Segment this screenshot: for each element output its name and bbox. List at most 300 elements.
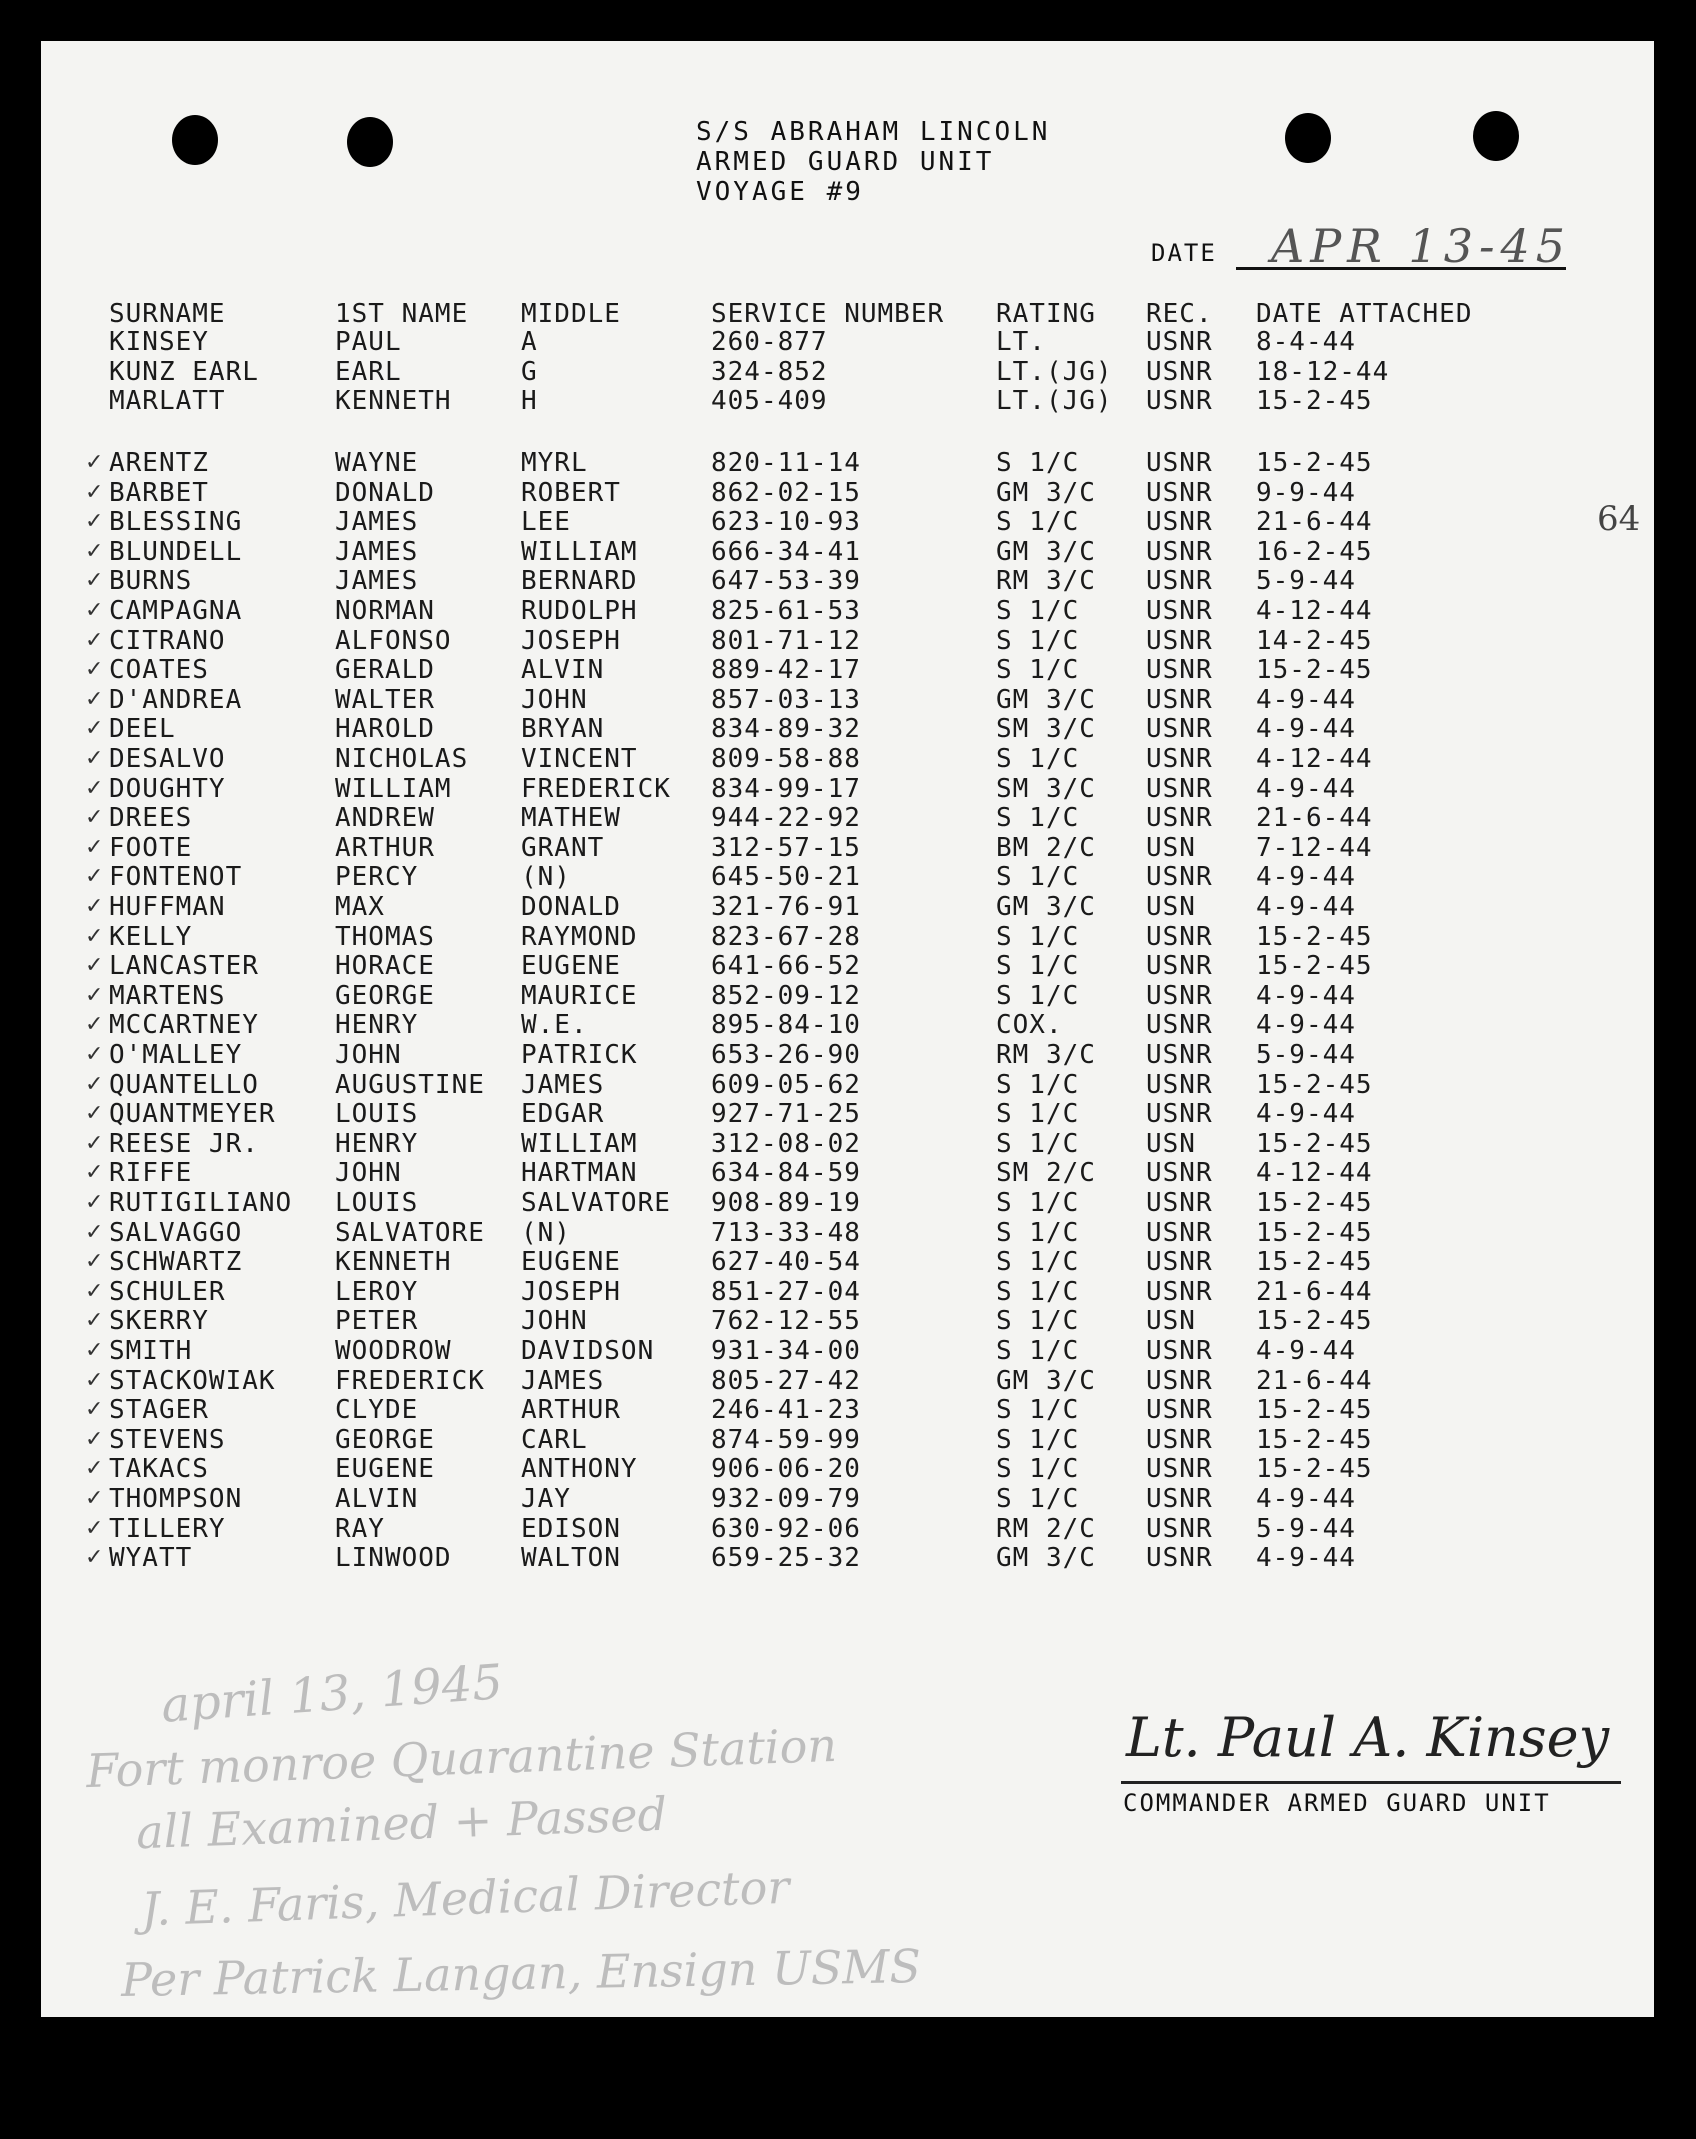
check-mark-icon: ✓ xyxy=(85,657,104,683)
cell-surname: WYATT xyxy=(109,1543,193,1574)
roster-row xyxy=(41,685,1654,715)
cell-rec: USN xyxy=(1146,1128,1196,1159)
cell-middle-name: (N) xyxy=(521,1217,571,1248)
cell-surname: DREES xyxy=(109,803,193,834)
cell-date-attached: 15-2-45 xyxy=(1256,1128,1373,1159)
cell-middle-name: ROBERT xyxy=(521,477,621,508)
cell-service-number: 825-61-53 xyxy=(711,596,861,626)
cell-middle-name: JOHN xyxy=(521,1306,588,1337)
cell-date-attached: 15-2-45 xyxy=(1256,951,1373,982)
check-mark-icon: ✓ xyxy=(85,1101,104,1127)
cell-rec: USNR xyxy=(1146,536,1213,567)
cell-service-number: 645-50-21 xyxy=(711,862,861,893)
cell-rating: S 1/C xyxy=(996,1336,1080,1366)
cell-surname: KELLY xyxy=(109,921,193,952)
cell-rec: USNR xyxy=(1146,655,1213,686)
roster-row xyxy=(41,386,1654,416)
check-mark-icon: ✓ xyxy=(85,1190,104,1215)
cell-first-name: AUGUSTINE xyxy=(335,1069,485,1100)
cell-first-name: THOMAS xyxy=(335,921,435,952)
cell-service-number: 634-84-59 xyxy=(711,1158,861,1189)
cell-rec: USN xyxy=(1146,1306,1196,1337)
cell-rating: S 1/C xyxy=(996,1454,1080,1485)
check-mark-icon: ✓ xyxy=(85,1219,104,1245)
cell-rec: USNR xyxy=(1146,1217,1213,1248)
cell-rec: USNR xyxy=(1146,744,1213,774)
roster-row xyxy=(41,507,1654,537)
roster-row xyxy=(41,833,1654,863)
cell-surname: DOUGHTY xyxy=(109,773,226,804)
cell-rec: USNR xyxy=(1146,951,1213,982)
cell-service-number: 324-852 xyxy=(711,356,828,387)
cell-surname: KINSEY xyxy=(109,327,209,357)
cell-date-attached: 15-2-45 xyxy=(1256,1247,1373,1278)
cell-first-name: DONALD xyxy=(335,477,435,508)
check-mark-icon: ✓ xyxy=(85,1456,104,1482)
cell-middle-name: W.E. xyxy=(521,1010,588,1041)
roster-row xyxy=(41,1277,1654,1307)
cell-service-number: 809-58-88 xyxy=(711,744,861,774)
signature-caption: COMMANDER ARMED GUARD UNIT xyxy=(1123,1789,1551,1817)
cell-date-attached: 14-2-45 xyxy=(1256,625,1373,656)
check-mark-icon: ✓ xyxy=(85,1042,104,1067)
cell-service-number: 805-27-42 xyxy=(711,1365,861,1396)
roster-row xyxy=(41,981,1654,1011)
cell-surname: SKERRY xyxy=(109,1306,209,1337)
roster-row xyxy=(41,714,1654,744)
cell-middle-name: JAMES xyxy=(521,1069,605,1100)
cell-service-number: 713-33-48 xyxy=(711,1217,861,1248)
cell-middle-name: RAYMOND xyxy=(521,921,638,952)
signature-line xyxy=(1121,1781,1621,1784)
cell-service-number: 834-89-32 xyxy=(711,714,861,745)
cell-rating: S 1/C xyxy=(996,1424,1080,1455)
cell-first-name: RAY xyxy=(335,1513,385,1544)
cell-date-attached: 15-2-45 xyxy=(1256,1306,1373,1337)
column-header-middle: MIDDLE xyxy=(521,299,621,329)
cell-date-attached: 8-4-44 xyxy=(1256,327,1356,357)
cell-first-name: JAMES xyxy=(335,536,419,567)
cell-rec: USN xyxy=(1146,892,1196,922)
roster-page xyxy=(41,41,1654,2017)
cell-middle-name: G xyxy=(521,356,538,387)
cell-rating: SM 2/C xyxy=(996,1158,1096,1189)
cell-rating: LT.(JG) xyxy=(996,356,1113,387)
column-header-date-attached: DATE ATTACHED xyxy=(1256,299,1473,329)
cell-rating: S 1/C xyxy=(996,596,1080,626)
cell-service-number: 321-76-91 xyxy=(711,892,861,922)
cell-service-number: 666-34-41 xyxy=(711,536,861,567)
roster-row xyxy=(41,655,1654,685)
cell-first-name: EARL xyxy=(335,356,402,387)
roster-row xyxy=(41,1070,1654,1100)
cell-first-name: PERCY xyxy=(335,862,419,893)
roster-row xyxy=(41,1366,1654,1396)
cell-date-attached: 15-2-45 xyxy=(1256,448,1373,478)
cell-date-attached: 15-2-45 xyxy=(1256,655,1373,686)
cell-service-number: 834-99-17 xyxy=(711,773,861,804)
cell-date-attached: 4-9-44 xyxy=(1256,714,1356,745)
column-header-rec: REC. xyxy=(1146,299,1213,329)
handwritten-note-line: all Examined + Passed xyxy=(135,1786,668,1860)
date-label: DATE xyxy=(1151,239,1217,267)
cell-first-name: HAROLD xyxy=(335,714,435,745)
roster-row xyxy=(41,1336,1654,1366)
cell-date-attached: 4-9-44 xyxy=(1256,980,1356,1011)
cell-service-number: 801-71-12 xyxy=(711,625,861,656)
roster-row xyxy=(41,1306,1654,1336)
cell-middle-name: ALVIN xyxy=(521,655,605,686)
cell-rating: S 1/C xyxy=(996,980,1080,1011)
check-mark-icon: ✓ xyxy=(85,746,104,771)
cell-middle-name: EDISON xyxy=(521,1513,621,1544)
check-mark-icon: ✓ xyxy=(85,1130,104,1156)
check-mark-icon: ✓ xyxy=(85,1071,104,1097)
cell-surname: RIFFE xyxy=(109,1158,193,1189)
cell-date-attached: 15-2-45 xyxy=(1256,386,1373,416)
cell-first-name: FREDERICK xyxy=(335,1365,485,1396)
cell-middle-name: CARL xyxy=(521,1424,588,1455)
cell-service-number: 927-71-25 xyxy=(711,1099,861,1130)
cell-first-name: LEROY xyxy=(335,1276,419,1307)
cell-date-attached: 15-2-45 xyxy=(1256,1395,1373,1426)
check-mark-icon: ✓ xyxy=(85,894,104,919)
cell-surname: MCCARTNEY xyxy=(109,1010,259,1041)
cell-middle-name: HARTMAN xyxy=(521,1158,638,1189)
cell-service-number: 609-05-62 xyxy=(711,1069,861,1100)
ship-name: S/S ABRAHAM LINCOLN xyxy=(696,117,1051,147)
cell-rating: S 1/C xyxy=(996,1217,1080,1248)
cell-first-name: WALTER xyxy=(335,684,435,715)
cell-rating: S 1/C xyxy=(996,1276,1080,1307)
check-mark-icon: ✓ xyxy=(85,1486,104,1511)
cell-rating: LT. xyxy=(996,327,1046,357)
cell-rating: SM 3/C xyxy=(996,714,1096,745)
cell-date-attached: 4-9-44 xyxy=(1256,684,1356,715)
cell-middle-name: FREDERICK xyxy=(521,773,671,804)
cell-date-attached: 7-12-44 xyxy=(1256,832,1373,863)
cell-service-number: 932-09-79 xyxy=(711,1484,861,1514)
roster-row xyxy=(41,892,1654,922)
check-mark-icon: ✓ xyxy=(85,775,104,801)
cell-service-number: 906-06-20 xyxy=(711,1454,861,1485)
roster-row xyxy=(41,478,1654,508)
cell-rec: USNR xyxy=(1146,862,1213,893)
cell-middle-name: JOSEPH xyxy=(521,625,621,656)
cell-surname: BARBET xyxy=(109,477,209,508)
cell-rec: USNR xyxy=(1146,1454,1213,1485)
cell-date-attached: 15-2-45 xyxy=(1256,1069,1373,1100)
cell-service-number: 647-53-39 xyxy=(711,566,861,597)
cell-first-name: ALFONSO xyxy=(335,625,452,656)
roster-row xyxy=(41,357,1654,387)
roster-row xyxy=(41,1514,1654,1544)
cell-date-attached: 15-2-45 xyxy=(1256,921,1373,952)
cell-rec: USNR xyxy=(1146,1158,1213,1189)
roster-row xyxy=(41,1484,1654,1514)
cell-rec: USNR xyxy=(1146,566,1213,597)
punch-hole xyxy=(1285,113,1331,163)
page-number: 64 xyxy=(1597,499,1641,539)
check-mark-icon: ✓ xyxy=(85,1160,104,1186)
cell-service-number: 312-08-02 xyxy=(711,1128,861,1159)
cell-first-name: LINWOOD xyxy=(335,1543,452,1574)
cell-service-number: 851-27-04 xyxy=(711,1276,861,1307)
cell-rating: GM 3/C xyxy=(996,892,1096,922)
punch-hole xyxy=(172,115,218,165)
roster-row xyxy=(41,1188,1654,1218)
cell-service-number: 641-66-52 xyxy=(711,951,861,982)
cell-rating: S 1/C xyxy=(996,1306,1080,1337)
cell-middle-name: PATRICK xyxy=(521,1040,638,1070)
cell-middle-name: VINCENT xyxy=(521,744,638,774)
cell-service-number: 944-22-92 xyxy=(711,803,861,834)
cell-rating: S 1/C xyxy=(996,507,1080,538)
cell-surname: ARENTZ xyxy=(109,448,209,478)
cell-date-attached: 4-12-44 xyxy=(1256,596,1373,626)
cell-middle-name: A xyxy=(521,327,538,357)
check-mark-icon: ✓ xyxy=(85,1308,104,1334)
roster-row xyxy=(41,1425,1654,1455)
cell-surname: THOMPSON xyxy=(109,1484,243,1514)
cell-first-name: ANDREW xyxy=(335,803,435,834)
cell-rec: USNR xyxy=(1146,596,1213,626)
check-mark-icon: ✓ xyxy=(85,716,104,742)
unit-name: ARMED GUARD UNIT xyxy=(696,147,995,177)
cell-rec: USNR xyxy=(1146,1336,1213,1366)
cell-service-number: 623-10-93 xyxy=(711,507,861,538)
cell-rec: USNR xyxy=(1146,1040,1213,1070)
cell-rec: USNR xyxy=(1146,1484,1213,1514)
cell-first-name: CLYDE xyxy=(335,1395,419,1426)
check-mark-icon: ✓ xyxy=(85,953,104,979)
cell-date-attached: 4-9-44 xyxy=(1256,1099,1356,1130)
roster-row xyxy=(41,566,1654,596)
cell-surname: FONTENOT xyxy=(109,862,243,893)
roster-row xyxy=(41,744,1654,774)
cell-rec: USNR xyxy=(1146,386,1213,416)
cell-surname: STACKOWIAK xyxy=(109,1365,276,1396)
cell-surname: QUANTMEYER xyxy=(109,1099,276,1130)
cell-surname: SCHULER xyxy=(109,1276,226,1307)
cell-rec: USNR xyxy=(1146,477,1213,508)
cell-date-attached: 5-9-44 xyxy=(1256,566,1356,597)
cell-surname: BLUNDELL xyxy=(109,536,243,567)
check-mark-icon: ✓ xyxy=(85,923,104,949)
cell-rec: USNR xyxy=(1146,684,1213,715)
cell-surname: BLESSING xyxy=(109,507,243,538)
cell-first-name: WOODROW xyxy=(335,1336,452,1366)
cell-rating: GM 3/C xyxy=(996,1543,1096,1574)
cell-middle-name: RUDOLPH xyxy=(521,596,638,626)
cell-date-attached: 4-9-44 xyxy=(1256,1010,1356,1041)
cell-middle-name: JOHN xyxy=(521,684,588,715)
cell-date-attached: 21-6-44 xyxy=(1256,803,1373,834)
cell-surname: TAKACS xyxy=(109,1454,209,1485)
roster-row xyxy=(41,862,1654,892)
cell-date-attached: 4-9-44 xyxy=(1256,1336,1356,1366)
check-mark-icon: ✓ xyxy=(85,1338,104,1363)
cell-first-name: GEORGE xyxy=(335,980,435,1011)
cell-rec: USNR xyxy=(1146,1543,1213,1574)
cell-first-name: GERALD xyxy=(335,655,435,686)
cell-middle-name: WILLIAM xyxy=(521,1128,638,1159)
cell-first-name: LOUIS xyxy=(335,1099,419,1130)
cell-rating: RM 3/C xyxy=(996,1040,1096,1070)
cell-rec: USNR xyxy=(1146,921,1213,952)
roster-row xyxy=(41,1099,1654,1129)
cell-surname: SCHWARTZ xyxy=(109,1247,243,1278)
roster-row xyxy=(41,327,1654,357)
cell-rating: S 1/C xyxy=(996,1069,1080,1100)
cell-rating: RM 2/C xyxy=(996,1513,1096,1544)
cell-rating: COX. xyxy=(996,1010,1063,1041)
cell-date-attached: 15-2-45 xyxy=(1256,1217,1373,1248)
cell-rating: S 1/C xyxy=(996,803,1080,834)
cell-first-name: JAMES xyxy=(335,566,419,597)
cell-service-number: 312-57-15 xyxy=(711,832,861,863)
cell-rating: S 1/C xyxy=(996,448,1080,478)
cell-first-name: ALVIN xyxy=(335,1484,419,1514)
cell-middle-name: EUGENE xyxy=(521,951,621,982)
cell-rec: USNR xyxy=(1146,714,1213,745)
cell-service-number: 857-03-13 xyxy=(711,684,861,715)
roster-row xyxy=(41,803,1654,833)
cell-rec: USNR xyxy=(1146,803,1213,834)
roster-row xyxy=(41,1040,1654,1070)
cell-rec: USNR xyxy=(1146,1395,1213,1426)
cell-surname: QUANTELLO xyxy=(109,1069,259,1100)
cell-middle-name: GRANT xyxy=(521,832,605,863)
handwritten-note-line: Fort monroe Quarantine Station xyxy=(85,1717,838,1799)
cell-rec: USN xyxy=(1146,832,1196,863)
cell-surname: STAGER xyxy=(109,1395,209,1426)
cell-first-name: HENRY xyxy=(335,1010,419,1041)
cell-first-name: GEORGE xyxy=(335,1424,435,1455)
cell-rec: USNR xyxy=(1146,356,1213,387)
cell-first-name: WILLIAM xyxy=(335,773,452,804)
cell-surname: SALVAGGO xyxy=(109,1217,243,1248)
roster-row xyxy=(41,596,1654,626)
cell-service-number: 862-02-15 xyxy=(711,477,861,508)
punch-hole xyxy=(347,117,393,167)
roster-row xyxy=(41,1454,1654,1484)
cell-date-attached: 4-9-44 xyxy=(1256,1543,1356,1574)
cell-surname: LANCASTER xyxy=(109,951,259,982)
cell-surname: STEVENS xyxy=(109,1424,226,1455)
cell-date-attached: 16-2-45 xyxy=(1256,536,1373,567)
roster-row xyxy=(41,951,1654,981)
cell-rec: USNR xyxy=(1146,327,1213,357)
cell-service-number: 653-26-90 xyxy=(711,1040,861,1070)
check-mark-icon: ✓ xyxy=(85,1278,104,1304)
cell-rating: GM 3/C xyxy=(996,684,1096,715)
cell-first-name: JAMES xyxy=(335,507,419,538)
cell-rating: S 1/C xyxy=(996,921,1080,952)
check-mark-icon: ✓ xyxy=(85,568,104,594)
roster-row xyxy=(41,1129,1654,1159)
roster-row xyxy=(41,626,1654,656)
cell-first-name: LOUIS xyxy=(335,1188,419,1218)
cell-service-number: 405-409 xyxy=(711,386,828,416)
cell-rating: S 1/C xyxy=(996,862,1080,893)
cell-surname: COATES xyxy=(109,655,209,686)
cell-rating: SM 3/C xyxy=(996,773,1096,804)
cell-rating: S 1/C xyxy=(996,655,1080,686)
cell-rating: S 1/C xyxy=(996,1247,1080,1278)
cell-rec: USNR xyxy=(1146,625,1213,656)
cell-middle-name: WILLIAM xyxy=(521,536,638,567)
cell-date-attached: 4-9-44 xyxy=(1256,862,1356,893)
roster-row xyxy=(41,1247,1654,1277)
cell-middle-name: MAURICE xyxy=(521,980,638,1011)
cell-rec: USNR xyxy=(1146,507,1213,538)
check-mark-icon: ✓ xyxy=(85,479,104,505)
cell-date-attached: 21-6-44 xyxy=(1256,507,1373,538)
cell-service-number: 874-59-99 xyxy=(711,1424,861,1455)
check-mark-icon: ✓ xyxy=(85,1249,104,1275)
roster-row xyxy=(41,774,1654,804)
cell-surname: REESE JR. xyxy=(109,1128,259,1159)
cell-service-number: 246-41-23 xyxy=(711,1395,861,1426)
cell-rating: LT.(JG) xyxy=(996,386,1113,416)
cell-middle-name: DAVIDSON xyxy=(521,1336,655,1366)
cell-middle-name: JAMES xyxy=(521,1365,605,1396)
cell-first-name: PETER xyxy=(335,1306,419,1337)
cell-middle-name: WALTON xyxy=(521,1543,621,1574)
cell-rec: USNR xyxy=(1146,1276,1213,1307)
cell-date-attached: 18-12-44 xyxy=(1256,356,1390,387)
cell-surname: TILLERY xyxy=(109,1513,226,1544)
cell-first-name: PAUL xyxy=(335,327,402,357)
cell-middle-name: JOSEPH xyxy=(521,1276,621,1307)
cell-rating: S 1/C xyxy=(996,1188,1080,1218)
column-header-rating: RATING xyxy=(996,299,1096,329)
cell-rating: GM 3/C xyxy=(996,1365,1096,1396)
cell-rating: GM 3/C xyxy=(996,536,1096,567)
cell-surname: HUFFMAN xyxy=(109,892,226,922)
cell-rec: USNR xyxy=(1146,1365,1213,1396)
cell-rec: USNR xyxy=(1146,1069,1213,1100)
check-mark-icon: ✓ xyxy=(85,982,104,1008)
check-mark-icon: ✓ xyxy=(85,627,104,653)
cell-service-number: 889-42-17 xyxy=(711,655,861,686)
cell-service-number: 820-11-14 xyxy=(711,448,861,478)
check-mark-icon: ✓ xyxy=(85,1545,104,1571)
cell-rec: USNR xyxy=(1146,980,1213,1011)
cell-date-attached: 15-2-45 xyxy=(1256,1188,1373,1218)
cell-middle-name: (N) xyxy=(521,862,571,893)
cell-middle-name: BERNARD xyxy=(521,566,638,597)
cell-rating: S 1/C xyxy=(996,1099,1080,1130)
cell-middle-name: EDGAR xyxy=(521,1099,605,1130)
cell-service-number: 630-92-06 xyxy=(711,1513,861,1544)
cell-first-name: SALVATORE xyxy=(335,1217,485,1248)
cell-date-attached: 5-9-44 xyxy=(1256,1513,1356,1544)
cell-first-name: HENRY xyxy=(335,1128,419,1159)
cell-first-name: NORMAN xyxy=(335,596,435,626)
roster-row xyxy=(41,1218,1654,1248)
cell-first-name: KENNETH xyxy=(335,386,452,416)
handwritten-note-line: april 13, 1945 xyxy=(159,1654,505,1734)
cell-surname: BURNS xyxy=(109,566,193,597)
cell-middle-name: ARTHUR xyxy=(521,1395,621,1426)
cell-rating: S 1/C xyxy=(996,1484,1080,1514)
cell-date-attached: 15-2-45 xyxy=(1256,1454,1373,1485)
column-header-service-number: SERVICE NUMBER xyxy=(711,299,945,329)
cell-date-attached: 4-9-44 xyxy=(1256,892,1356,922)
cell-surname: MARTENS xyxy=(109,980,226,1011)
